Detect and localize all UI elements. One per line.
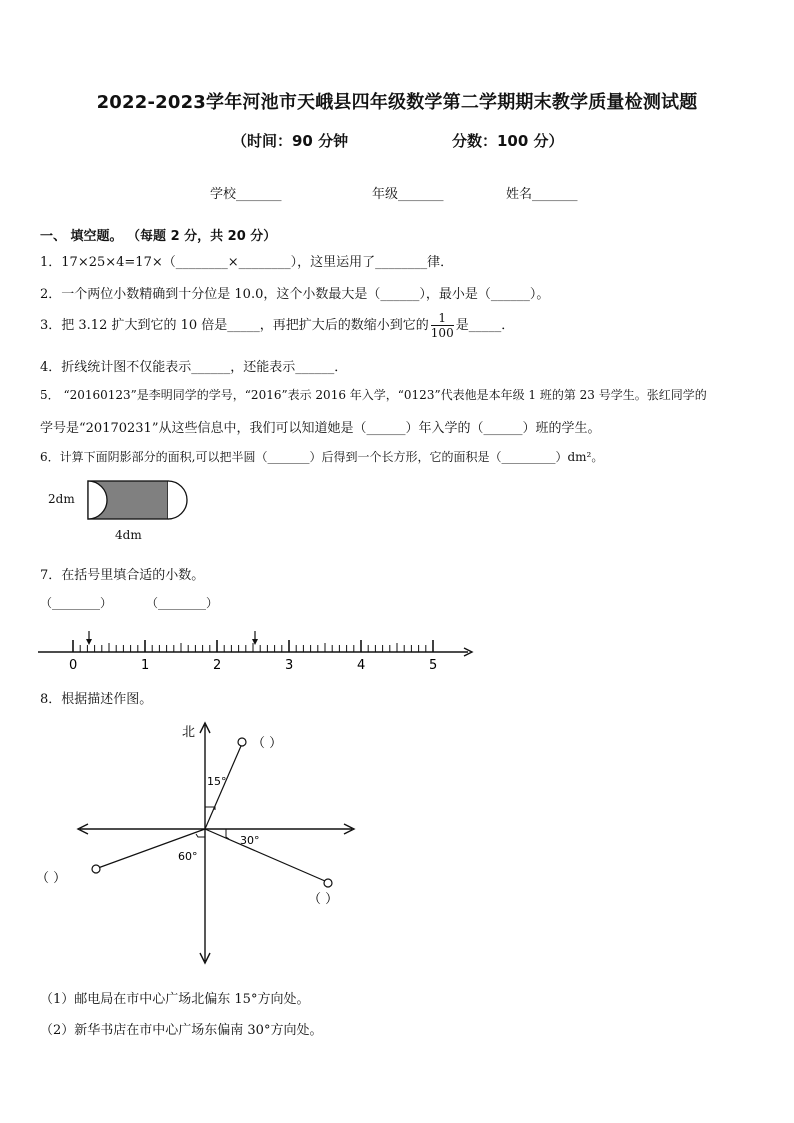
question-8-part-1: （1）邮电局在市中心广场北偏东 15°方向处。 [40,992,310,1007]
compass-diagram [30,715,370,970]
question-6: 6．计算下面阴影部分的面积,可以把半圆（_______）后得到一个长方形，它的面积是（_________）dm²。 [40,450,604,464]
blank-north-east: （ ） [252,736,283,751]
figure6-shape [85,478,195,524]
figure6-width-label: 4dm [115,528,142,542]
question-2: 2．一个两位小数精确到十分位是 10.0，这个小数最大是（______），最小是（______）。 [40,287,550,302]
question-1: 1．17×25×4=17×（________×________），这里运用了________律． [40,255,454,270]
question-4: 4．折线统计图不仅能表示______，还能表示______． [40,360,348,375]
section-heading: 一、 填空题。 （每题 2 分，共 20 分） [40,229,277,244]
angle-label-60: 60° [178,850,198,863]
grade-field: 年级_______ [372,187,444,202]
blank-1: （________） [40,596,113,610]
question-3-text-b: 是_____． [455,318,515,333]
point-north-east [238,738,246,746]
question-3 [40,311,514,340]
point-south-east [324,879,332,887]
school-field: 学校_______ [210,187,282,202]
angle-label-30: 30° [240,834,260,847]
question-3-text-a: 3．把 3.12 扩大到它的 10 倍是_____，再把扩大后的数缩小到它的 [40,318,429,333]
angle-mark-60 [196,834,205,837]
blank-south-east: （ ） [308,892,339,907]
number-line-tick-label: 1 [141,658,150,673]
number-line-tick-label: 2 [213,658,222,673]
number-line-tick-label: 3 [285,658,294,673]
question-5-line-1: 5． “20160123”是李明同学的学号，“2016”表示 2016 年入学，“0123”代表他是本年级 1 班的第 23 号学生。张红同学的 [40,388,707,402]
number-line-tick-label: 4 [357,658,366,673]
page-title: 2022-2023学年河池市天峨县四年级数学第二学期期末教学质量检测试题 [96,92,698,113]
figure6-height-label: 2dm [48,492,75,506]
angle-label-15: 15° [207,775,227,788]
number-line-tick-label: 0 [69,658,78,673]
blank-south-west: （ ） [36,871,67,886]
fraction [431,311,454,340]
number-line-tick-label: 5 [429,658,438,673]
fraction-denominator: 100 [430,326,454,340]
blank-2: （________） [146,596,219,610]
fraction-numerator: 1 [431,311,454,326]
point-south-west [92,865,100,873]
time-label: （时间：90 分钟 [232,132,349,150]
number-line [36,628,476,674]
score-label: 分数：100 分） [452,132,564,150]
north-label: 北 [182,725,196,740]
angle-mark-30 [226,829,229,839]
question-7: 7．在括号里填合适的小数。 [40,568,205,583]
number-line-ticks [73,640,433,652]
right-semicircle [168,481,187,519]
question-5-line-2: 学号是“20170231”从这些信息中，我们可以知道她是（______）年入学的（______）班的学生。 [40,421,601,436]
number-line-labels [69,658,437,673]
marker-arrowhead-1 [86,639,92,645]
ray-south-east [205,829,325,881]
question-8-part-2: （2）新华书店在市中心广场东偏南 30°方向处。 [40,1023,323,1038]
question-8: 8．根据描述作图。 [40,692,153,707]
name-field: 姓名_______ [506,187,578,202]
